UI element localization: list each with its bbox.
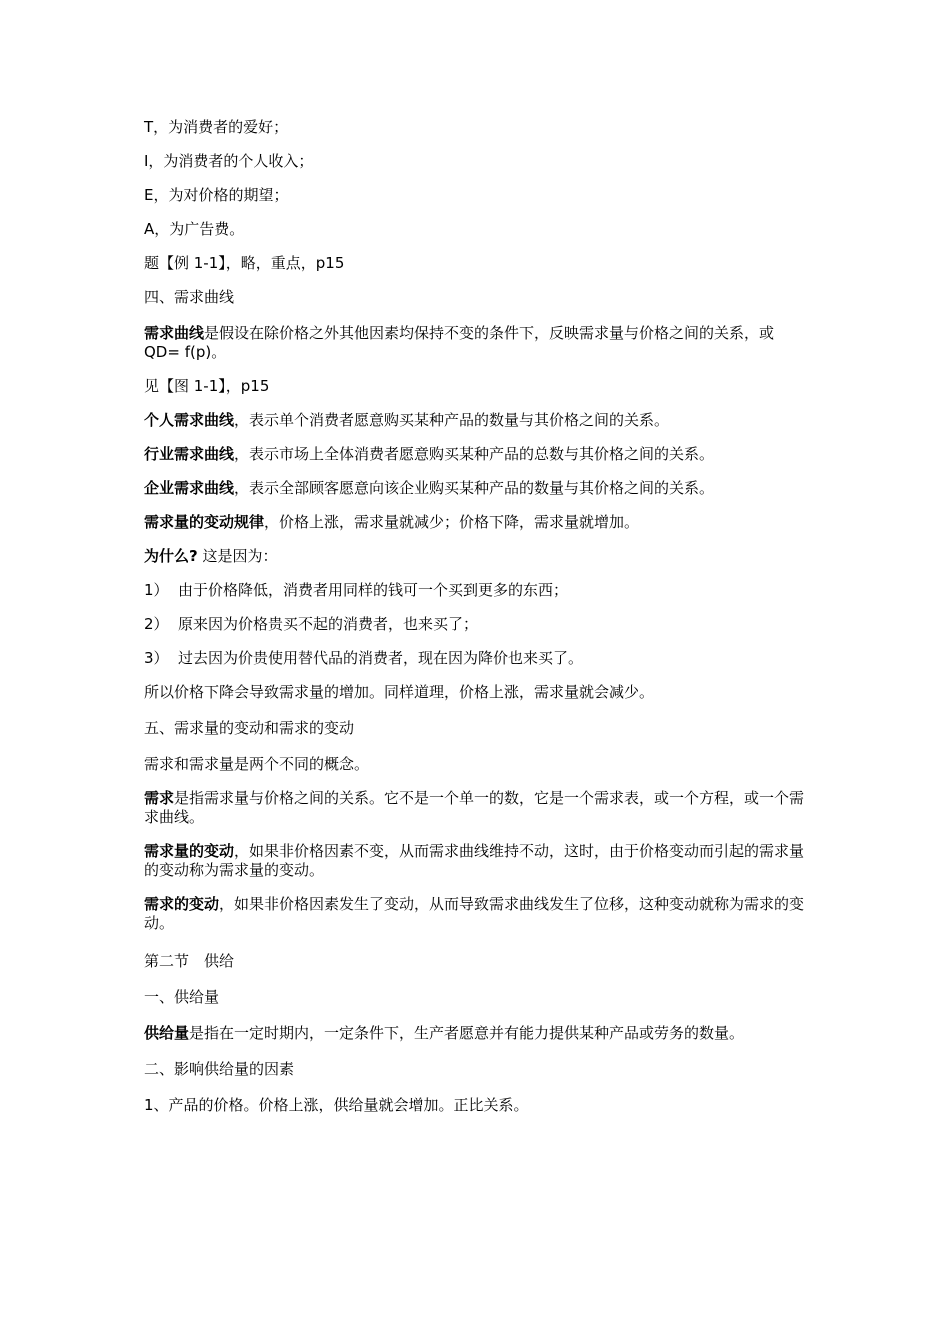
- list-number: 3）: [144, 649, 169, 667]
- list-item: [144, 581, 806, 600]
- term: 需求: [144, 789, 175, 807]
- term: 需求曲线: [144, 324, 205, 342]
- definition-text: ，表示市场上全体消费者愿意购买某种产品的总数与其价格之间的关系。: [234, 445, 715, 463]
- paragraph: 所以价格下降会导致需求量的增加。同样道理，价格上涨，需求量就会减少。: [144, 683, 655, 701]
- definition-text: 是假设在除价格之外其他因素均保持不变的条件下，反映需求量与价格之间的关系，或 QD= f(p)。: [144, 324, 775, 361]
- definition-demand: [144, 789, 806, 827]
- heading-demand-change: 五、需求量的变动和需求的变动: [144, 719, 355, 737]
- paragraph: T，为消费者的爱好；: [144, 118, 289, 136]
- document-page: [144, 118, 806, 1130]
- definition-law: [144, 513, 806, 532]
- heading-supply-factors: 二、影响供给量的因素: [144, 1060, 295, 1078]
- definition-text: ，表示单个消费者愿意购买某种产品的数量与其价格之间的关系。: [234, 411, 670, 429]
- definition-demand-curve: [144, 324, 806, 362]
- paragraph: A，为广告费。: [144, 220, 245, 238]
- term: 为什么?: [144, 547, 198, 565]
- list-text: 过去因为价贵使用替代品的消费者，现在因为降价也来买了。: [178, 649, 584, 667]
- heading-demand-curve: 四、需求曲线: [144, 288, 235, 306]
- paragraph: E，为对价格的期望；: [144, 186, 289, 204]
- list-number: 2）: [144, 615, 169, 633]
- definition-individual-curve: [144, 411, 806, 430]
- definition-quantity-change: [144, 842, 806, 880]
- paragraph: 见【图 1-1】，p15: [144, 377, 270, 395]
- term: 行业需求曲线: [144, 445, 235, 463]
- term: 需求量的变动规律: [144, 513, 265, 531]
- definition-supply: [144, 1024, 806, 1043]
- definition-text: 这是因为：: [197, 547, 278, 565]
- paragraph: 题【例 1-1】，略，重点，p15: [144, 254, 345, 272]
- section-title: 第二节 供给: [144, 952, 235, 970]
- term: 需求的变动: [144, 895, 220, 913]
- definition-text: ，价格上涨，需求量就减少；价格下降，需求量就增加。: [264, 513, 640, 531]
- paragraph: I，为消费者的个人收入；: [144, 152, 314, 170]
- list-text: 原来因为价格贵买不起的消费者，也来买了；: [178, 615, 479, 633]
- list-text: 由于价格降低，消费者用同样的钱可一个买到更多的东西；: [178, 581, 569, 599]
- definition-text: ，如果非价格因素发生了变动，从而导致需求曲线发生了位移，这种变动就称为需求的变动。: [144, 895, 805, 932]
- definition-text: 是指在一定时期内，一定条件下，生产者愿意并有能力提供某种产品或劳务的数量。: [189, 1024, 745, 1042]
- paragraph: 需求和需求量是两个不同的概念。: [144, 755, 370, 773]
- list-item: [144, 649, 806, 668]
- definition-text: 是指需求量与价格之间的关系。它不是一个单一的数，它是一个需求表，或一个方程，或一个需求曲线。: [144, 789, 805, 826]
- list-number: 1）: [144, 581, 169, 599]
- term: 供给量: [144, 1024, 190, 1042]
- heading-supply-quantity: 一、供给量: [144, 988, 220, 1006]
- why-line: [144, 547, 806, 566]
- definition-demand-change: [144, 895, 806, 933]
- paragraph: 1、产品的价格。价格上涨，供给量就会增加。正比关系。: [144, 1096, 529, 1114]
- definition-text: ，如果非价格因素不变，从而需求曲线维持不动，这时，由于价格变动而引起的需求量的变动称为需求量的变动。: [144, 842, 805, 879]
- term: 需求量的变动: [144, 842, 235, 860]
- definition-firm-curve: [144, 479, 806, 498]
- definition-industry-curve: [144, 445, 806, 464]
- term: 个人需求曲线: [144, 411, 235, 429]
- term: 企业需求曲线: [144, 479, 235, 497]
- list-item: [144, 615, 806, 634]
- definition-text: ，表示全部顾客愿意向该企业购买某种产品的数量与其价格之间的关系。: [234, 479, 715, 497]
